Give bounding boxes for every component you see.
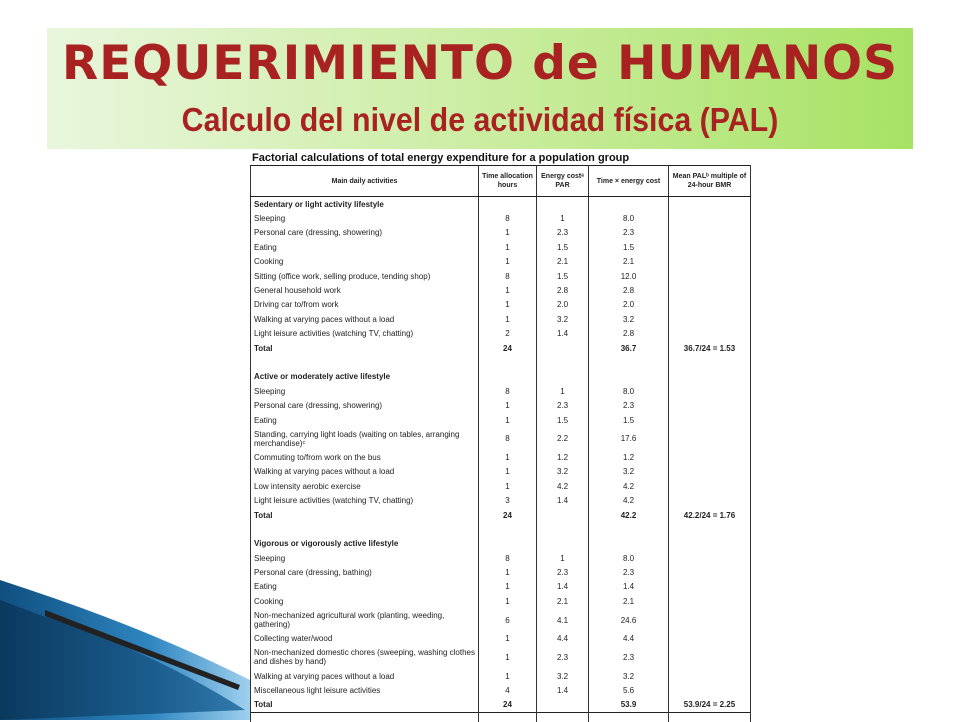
total-label: Total (251, 508, 479, 522)
total-time: 24 (479, 508, 537, 522)
energy-cost-cell: 2.2 (537, 427, 589, 450)
decorative-swoosh-graphic (0, 560, 250, 720)
time-x-cost-cell: 3.2 (589, 312, 669, 326)
spacer-row (251, 355, 751, 369)
empty-cell (479, 522, 537, 536)
table-row (251, 493, 751, 507)
activity-cell: Eating (251, 580, 479, 594)
time-cell: 3 (479, 493, 537, 507)
empty-cell (669, 594, 751, 608)
time-cell: 1 (479, 594, 537, 608)
empty-cell (537, 355, 589, 369)
table-row (251, 398, 751, 412)
slide-subtitle: Calculo del nivel de actividad física (PAL) (181, 101, 779, 138)
section-header-row (251, 537, 751, 551)
title-banner (47, 28, 913, 149)
time-x-cost-cell: 8.0 (589, 551, 669, 565)
empty-cell (669, 197, 751, 212)
header-activity: Main daily activities (251, 166, 479, 197)
time-x-cost-cell: 2.3 (589, 646, 669, 669)
activity-cell: Light leisure activities (watching TV, chatting) (251, 327, 479, 341)
time-cell: 8 (479, 551, 537, 565)
activity-cell: Miscellaneous light leisure activities (251, 683, 479, 697)
time-cell: 1 (479, 669, 537, 683)
time-x-cost-cell: 4.2 (589, 479, 669, 493)
table-row (251, 632, 751, 646)
total-mean-pal: 42.2/24 = 1.76 (669, 508, 751, 522)
empty-cell (537, 713, 589, 722)
table-row (251, 427, 751, 450)
empty-cell (479, 355, 537, 369)
empty-cell (479, 370, 537, 384)
empty-cell (251, 522, 479, 536)
empty-cell (669, 384, 751, 398)
total-label: Total (251, 341, 479, 355)
table-row (251, 565, 751, 579)
table-header-row (251, 166, 751, 197)
empty-cell (669, 565, 751, 579)
empty-cell (537, 537, 589, 551)
empty-cell (669, 450, 751, 464)
empty-cell (251, 713, 479, 722)
empty-cell (669, 269, 751, 283)
activity-cell: Cooking (251, 255, 479, 269)
time-cell: 1 (479, 413, 537, 427)
activity-cell: Light leisure activities (watching TV, chatting) (251, 493, 479, 507)
table-row (251, 594, 751, 608)
total-time: 24 (479, 341, 537, 355)
total-row (251, 698, 751, 713)
table-bottom-rule (251, 713, 751, 722)
energy-cost-cell: 2.3 (537, 398, 589, 412)
activity-cell: General household work (251, 283, 479, 297)
empty-cell (669, 537, 751, 551)
activity-cell: Driving car to/from work (251, 298, 479, 312)
empty-cell (669, 283, 751, 297)
time-cell: 1 (479, 312, 537, 326)
activity-cell: Personal care (dressing, showering) (251, 226, 479, 240)
activity-cell: Standing, carrying light loads (waiting on tables, arranging merchandise)ᶜ (251, 427, 479, 450)
table-row (251, 683, 751, 697)
table-row (251, 580, 751, 594)
energy-cost-cell: 1.4 (537, 580, 589, 594)
activity-cell: Personal care (dressing, bathing) (251, 565, 479, 579)
table-row (251, 465, 751, 479)
energy-cost-cell: 2.0 (537, 298, 589, 312)
empty-cell (669, 683, 751, 697)
time-cell: 4 (479, 683, 537, 697)
empty-cell (669, 713, 751, 722)
section-title: Active or moderately active lifestyle (251, 370, 479, 384)
spacer-row (251, 522, 751, 536)
energy-cost-cell: 1.4 (537, 327, 589, 341)
empty-cell (537, 698, 589, 713)
table-row (251, 269, 751, 283)
empty-cell (669, 465, 751, 479)
activity-cell: Eating (251, 240, 479, 254)
empty-cell (669, 255, 751, 269)
empty-cell (669, 413, 751, 427)
empty-cell (537, 197, 589, 212)
table-row (251, 255, 751, 269)
total-mean-pal: 53.9/24 = 2.25 (669, 698, 751, 713)
time-x-cost-cell: 2.1 (589, 255, 669, 269)
time-x-cost-cell: 24.6 (589, 609, 669, 632)
activity-cell: Walking at varying paces without a load (251, 465, 479, 479)
empty-cell (589, 537, 669, 551)
table-row (251, 240, 751, 254)
time-x-cost-cell: 1.4 (589, 580, 669, 594)
empty-cell (669, 312, 751, 326)
activity-cell: Cooking (251, 594, 479, 608)
scanned-table-document (250, 165, 750, 720)
empty-cell (669, 580, 751, 594)
time-cell: 1 (479, 465, 537, 479)
time-cell: 1 (479, 298, 537, 312)
empty-cell (479, 713, 537, 722)
energy-cost-cell: 1 (537, 384, 589, 398)
section-header-row (251, 370, 751, 384)
table-row (251, 327, 751, 341)
time-x-cost-cell: 2.1 (589, 594, 669, 608)
empty-cell (589, 355, 669, 369)
energy-cost-cell: 3.2 (537, 669, 589, 683)
empty-cell (669, 479, 751, 493)
table-row (251, 609, 751, 632)
energy-cost-cell: 1.4 (537, 683, 589, 697)
time-cell: 1 (479, 283, 537, 297)
activity-cell: Commuting to/from work on the bus (251, 450, 479, 464)
time-cell: 8 (479, 427, 537, 450)
energy-cost-cell: 1.2 (537, 450, 589, 464)
time-cell: 2 (479, 327, 537, 341)
time-x-cost-cell: 1.5 (589, 413, 669, 427)
energy-cost-cell: 1.5 (537, 269, 589, 283)
activity-cell: Sitting (office work, selling produce, tending shop) (251, 269, 479, 283)
time-cell: 1 (479, 632, 537, 646)
total-product: 36.7 (589, 341, 669, 355)
empty-cell (669, 522, 751, 536)
empty-cell (669, 493, 751, 507)
energy-cost-cell: 2.8 (537, 283, 589, 297)
time-cell: 6 (479, 609, 537, 632)
empty-cell (669, 370, 751, 384)
energy-cost-cell: 3.2 (537, 312, 589, 326)
header-time: Time allocation hours (479, 166, 537, 197)
table-row (251, 298, 751, 312)
time-x-cost-cell: 4.2 (589, 493, 669, 507)
time-x-cost-cell: 2.0 (589, 298, 669, 312)
empty-cell (589, 370, 669, 384)
table-row (251, 211, 751, 225)
time-cell: 1 (479, 580, 537, 594)
time-x-cost-cell: 2.3 (589, 398, 669, 412)
table-caption: Factorial calculations of total energy expenditure for a population group (252, 152, 630, 164)
energy-cost-cell: 2.1 (537, 594, 589, 608)
time-cell: 1 (479, 646, 537, 669)
energy-expenditure-table (250, 165, 751, 722)
empty-cell (537, 370, 589, 384)
total-time: 24 (479, 698, 537, 713)
activity-cell: Sleeping (251, 384, 479, 398)
time-x-cost-cell: 8.0 (589, 211, 669, 225)
time-cell: 8 (479, 211, 537, 225)
time-x-cost-cell: 3.2 (589, 669, 669, 683)
energy-cost-cell: 1 (537, 551, 589, 565)
activity-cell: Walking at varying paces without a load (251, 312, 479, 326)
time-x-cost-cell: 2.3 (589, 226, 669, 240)
activity-cell: Personal care (dressing, showering) (251, 398, 479, 412)
activity-cell: Sleeping (251, 551, 479, 565)
time-x-cost-cell: 3.2 (589, 465, 669, 479)
activity-cell: Walking at varying paces without a load (251, 669, 479, 683)
empty-cell (669, 551, 751, 565)
table-row (251, 413, 751, 427)
activity-cell: Sleeping (251, 211, 479, 225)
empty-cell (669, 240, 751, 254)
energy-cost-cell: 2.3 (537, 646, 589, 669)
total-row (251, 508, 751, 522)
empty-cell (669, 669, 751, 683)
energy-cost-cell: 1 (537, 211, 589, 225)
section-title: Vigorous or vigorously active lifestyle (251, 537, 479, 551)
empty-cell (669, 427, 751, 450)
energy-cost-cell: 4.1 (537, 609, 589, 632)
energy-cost-cell: 2.3 (537, 565, 589, 579)
time-cell: 1 (479, 479, 537, 493)
time-x-cost-cell: 8.0 (589, 384, 669, 398)
activity-cell: Eating (251, 413, 479, 427)
table-row (251, 450, 751, 464)
empty-cell (669, 609, 751, 632)
header-mean-pal: Mean PALᵇ multiple of 24-hour BMR (669, 166, 751, 197)
energy-cost-cell: 3.2 (537, 465, 589, 479)
time-cell: 1 (479, 226, 537, 240)
empty-cell (589, 522, 669, 536)
time-x-cost-cell: 17.6 (589, 427, 669, 450)
energy-cost-cell: 4.2 (537, 479, 589, 493)
empty-cell (537, 508, 589, 522)
table-row (251, 479, 751, 493)
total-product: 53.9 (589, 698, 669, 713)
time-cell: 1 (479, 255, 537, 269)
total-row (251, 341, 751, 355)
time-cell: 1 (479, 240, 537, 254)
time-x-cost-cell: 2.8 (589, 327, 669, 341)
table-row (251, 283, 751, 297)
activity-cell: Non-mechanized domestic chores (sweeping, washing clothes and dishes by hand) (251, 646, 479, 669)
empty-cell (537, 522, 589, 536)
total-label: Total (251, 698, 479, 713)
time-x-cost-cell: 12.0 (589, 269, 669, 283)
time-x-cost-cell: 4.4 (589, 632, 669, 646)
time-x-cost-cell: 1.2 (589, 450, 669, 464)
empty-cell (589, 197, 669, 212)
time-x-cost-cell: 5.6 (589, 683, 669, 697)
time-cell: 1 (479, 398, 537, 412)
table-row (251, 312, 751, 326)
empty-cell (479, 537, 537, 551)
empty-cell (669, 355, 751, 369)
time-x-cost-cell: 2.3 (589, 565, 669, 579)
empty-cell (669, 298, 751, 312)
total-product: 42.2 (589, 508, 669, 522)
table-row (251, 646, 751, 669)
time-cell: 8 (479, 384, 537, 398)
slide-title: REQUERIMIENTO de HUMANOS (62, 36, 898, 91)
empty-cell (589, 713, 669, 722)
time-cell: 1 (479, 450, 537, 464)
empty-cell (479, 197, 537, 212)
section-title: Sedentary or light activity lifestyle (251, 197, 479, 212)
empty-cell (669, 398, 751, 412)
header-time-x-cost: Time × energy cost (589, 166, 669, 197)
energy-cost-cell: 2.3 (537, 226, 589, 240)
energy-cost-cell: 1.5 (537, 240, 589, 254)
time-x-cost-cell: 2.8 (589, 283, 669, 297)
empty-cell (669, 632, 751, 646)
time-cell: 1 (479, 565, 537, 579)
empty-cell (537, 341, 589, 355)
activity-cell: Low intensity aerobic exercise (251, 479, 479, 493)
section-header-row (251, 197, 751, 212)
table-row (251, 669, 751, 683)
activity-cell: Collecting water/wood (251, 632, 479, 646)
empty-cell (669, 327, 751, 341)
time-x-cost-cell: 1.5 (589, 240, 669, 254)
empty-cell (669, 646, 751, 669)
energy-cost-cell: 2.1 (537, 255, 589, 269)
energy-cost-cell: 4.4 (537, 632, 589, 646)
energy-cost-cell: 1.5 (537, 413, 589, 427)
activity-cell: Non-mechanized agricultural work (planting, weeding, gathering) (251, 609, 479, 632)
empty-cell (669, 226, 751, 240)
empty-cell (251, 355, 479, 369)
table-row (251, 384, 751, 398)
table-row (251, 551, 751, 565)
time-cell: 8 (479, 269, 537, 283)
total-mean-pal: 36.7/24 = 1.53 (669, 341, 751, 355)
table-row (251, 226, 751, 240)
empty-cell (669, 211, 751, 225)
header-energy-cost: Energy costᵃ PAR (537, 166, 589, 197)
energy-cost-cell: 1.4 (537, 493, 589, 507)
